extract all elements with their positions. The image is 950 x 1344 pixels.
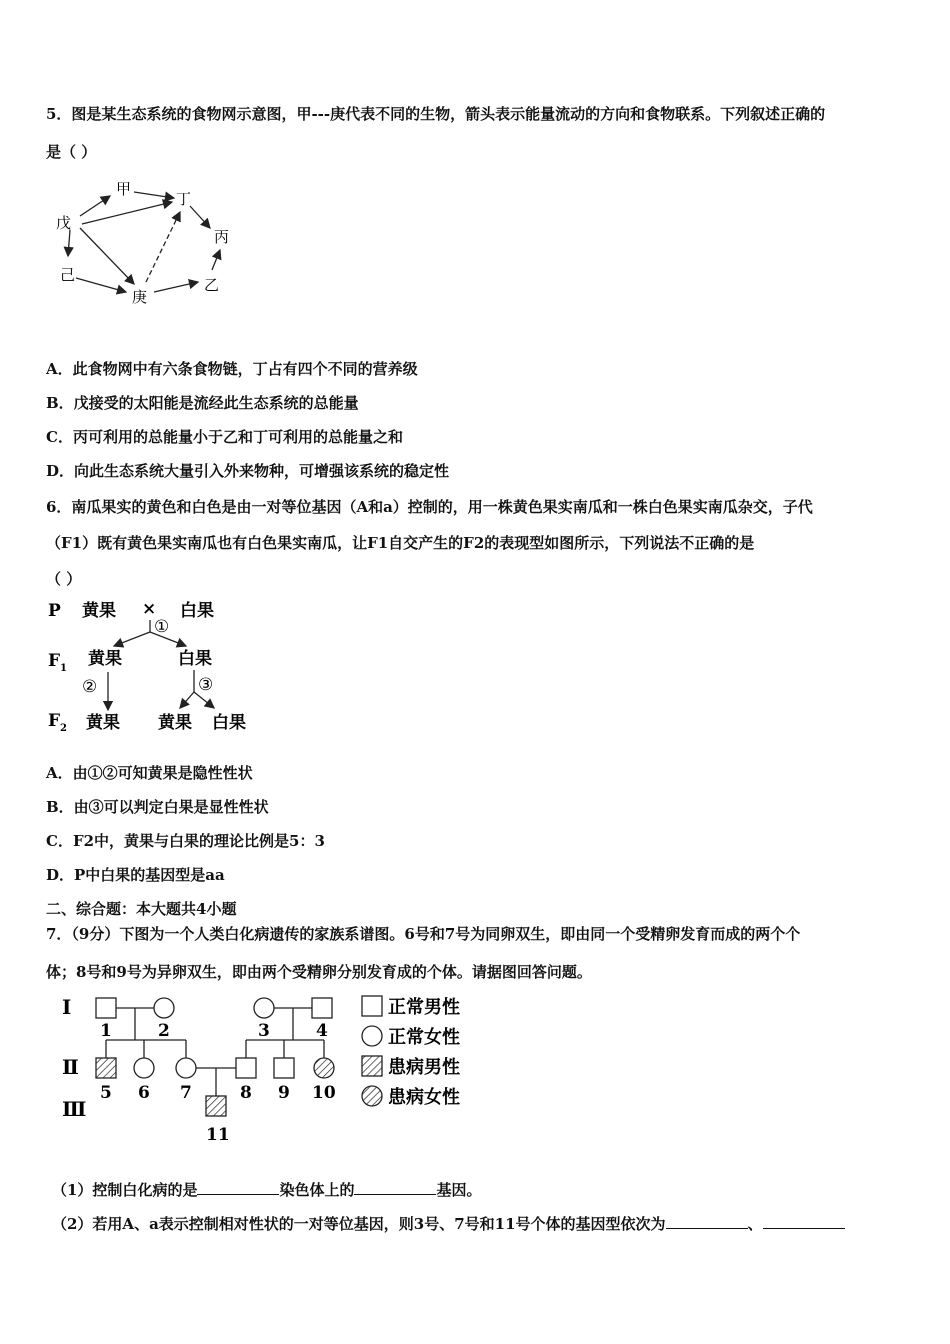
- person-6: [134, 1058, 154, 1078]
- person-11: [206, 1096, 226, 1116]
- person-9: [274, 1058, 294, 1078]
- q6-stem-line2: （F1）既有黄色果实南瓜也有白色果实南瓜，让F1自交产生的F2的表现型如图所示，下列说法不正确的是: [46, 534, 755, 552]
- q7-sub1-part1: （1）控制白化病的是: [52, 1181, 198, 1199]
- legend-normal-female: 正常女性: [388, 1027, 460, 1048]
- legend-normal-male-symbol: [362, 996, 382, 1016]
- q5-option-d: D．向此生态系统大量引入外来物种，可增强该系统的稳定性: [46, 462, 450, 480]
- person-4: [312, 998, 332, 1018]
- person-10: [314, 1058, 334, 1078]
- p-yellow: 黄果: [82, 601, 116, 621]
- f2-label: F: [48, 711, 61, 731]
- gen-3-label: Ⅲ: [62, 1097, 87, 1121]
- pedigree-chart: [56, 990, 476, 1146]
- q5-option-c: C．丙可利用的总能量小于乙和丁可利用的总能量之和: [46, 428, 403, 446]
- q7-sub2-text: （2）若用A、a表示控制相对性状的一对等位基因，则3号、7号和11号个体的基因型依次为: [52, 1215, 666, 1233]
- f1-label: F: [48, 651, 61, 671]
- id-6: 6: [138, 1083, 150, 1103]
- q6-stem-line1: 6．南瓜果实的黄色和白色是由一对等位基因（A和a）控制的，用一株黄色果实南瓜和一株白色果实南瓜杂交，子代: [46, 498, 813, 516]
- mark-3: ③: [198, 675, 214, 695]
- mark-1: ①: [154, 617, 170, 637]
- food-web-diagram: [46, 172, 256, 312]
- id-11: 11: [206, 1125, 230, 1145]
- f1-sub: 1: [60, 663, 67, 674]
- q6-option-c: C．F2中，黄果与白果的理论比例是5：3: [46, 832, 325, 850]
- person-2: [154, 998, 174, 1018]
- q7-sub1-part2: 染色体上的: [279, 1181, 355, 1199]
- f2-yellow-1: 黄果: [86, 713, 120, 733]
- legend-normal-male: 正常男性: [388, 997, 460, 1018]
- q5-stem-line2: 是（ ）: [46, 143, 97, 161]
- node-bing: 丙: [214, 228, 230, 246]
- id-7: 7: [180, 1083, 192, 1103]
- id-5: 5: [100, 1083, 112, 1103]
- id-2: 2: [158, 1021, 170, 1041]
- q5-option-a: A．此食物网中有六条食物链，丁占有四个不同的营养级: [46, 360, 418, 378]
- legend-normal-female-symbol: [362, 1026, 382, 1046]
- q7-sub1: [52, 1179, 481, 1200]
- node-jia: 甲: [116, 180, 132, 198]
- f1-yellow: 黄果: [88, 649, 122, 669]
- answer-blank-2[interactable]: [354, 1180, 436, 1195]
- f2-yellow-2: 黄果: [158, 713, 192, 733]
- node-yi: 乙: [204, 276, 220, 294]
- person-8: [236, 1058, 256, 1078]
- gen-2-label: Ⅱ: [62, 1055, 79, 1079]
- section-heading: 二、综合题：本大题共4小题: [46, 900, 237, 918]
- id-8: 8: [240, 1083, 252, 1103]
- answer-blank-4[interactable]: [763, 1214, 845, 1229]
- q6-option-d: D．P中白果的基因型是aa: [46, 866, 225, 884]
- node-wu: 戊: [56, 214, 72, 232]
- person-1: [96, 998, 116, 1018]
- q7-sub2: [52, 1213, 845, 1234]
- q7-sub2-sep: 、: [747, 1215, 763, 1233]
- person-7: [176, 1058, 196, 1078]
- cross-mark: ×: [142, 599, 157, 619]
- q7-stem-line2: 体；8号和9号为异卵双生，即由两个受精卵分别发育成的个体。请据图回答问题。: [46, 963, 592, 981]
- answer-blank-3[interactable]: [666, 1214, 748, 1229]
- legend-affected-female: 患病女性: [388, 1087, 460, 1108]
- cross-diagram: [46, 596, 266, 744]
- q6-option-a: A．由①②可知黄果是隐性性状: [46, 764, 253, 782]
- q5-option-b: B．戊接受的太阳能是流经此生态系统的总能量: [46, 394, 359, 412]
- person-3: [254, 998, 274, 1018]
- answer-blank-1[interactable]: [197, 1180, 279, 1195]
- q5-stem-line1: 5．图是某生态系统的食物网示意图，甲---庚代表不同的生物，箭头表示能量流动的方向和食物联系。下列叙述正确的: [46, 105, 826, 123]
- f1-white: 白果: [178, 649, 212, 669]
- q6-option-b: B．由③可以判定白果是显性性状: [46, 798, 269, 816]
- legend-affected-female-symbol: [362, 1086, 382, 1106]
- legend-affected-male-symbol: [362, 1056, 382, 1076]
- f2-white: 白果: [212, 713, 246, 733]
- q6-stem-line3: （ ）: [46, 570, 82, 588]
- gen-1-label: Ⅰ: [62, 995, 72, 1019]
- id-4: 4: [316, 1021, 328, 1041]
- id-9: 9: [278, 1083, 290, 1103]
- legend-affected-male: 患病男性: [388, 1057, 460, 1078]
- p-white: 白果: [180, 601, 214, 621]
- id-10: 10: [312, 1083, 336, 1103]
- id-1: 1: [100, 1021, 112, 1041]
- q7-stem-line1: 7．（9分）下图为一个人类白化病遗传的家族系谱图。6号和7号为同卵双生，即由同一个受精卵发育而成的两个个: [46, 925, 801, 943]
- p-label: P: [48, 601, 61, 621]
- node-ding: 丁: [176, 190, 192, 208]
- node-ji: 己: [60, 266, 76, 284]
- person-5: [96, 1058, 116, 1078]
- q7-sub1-part3: 基因。: [436, 1181, 482, 1199]
- mark-2: ②: [82, 677, 98, 697]
- id-3: 3: [258, 1021, 270, 1041]
- f2-sub: 2: [60, 723, 67, 734]
- node-geng: 庚: [132, 288, 148, 306]
